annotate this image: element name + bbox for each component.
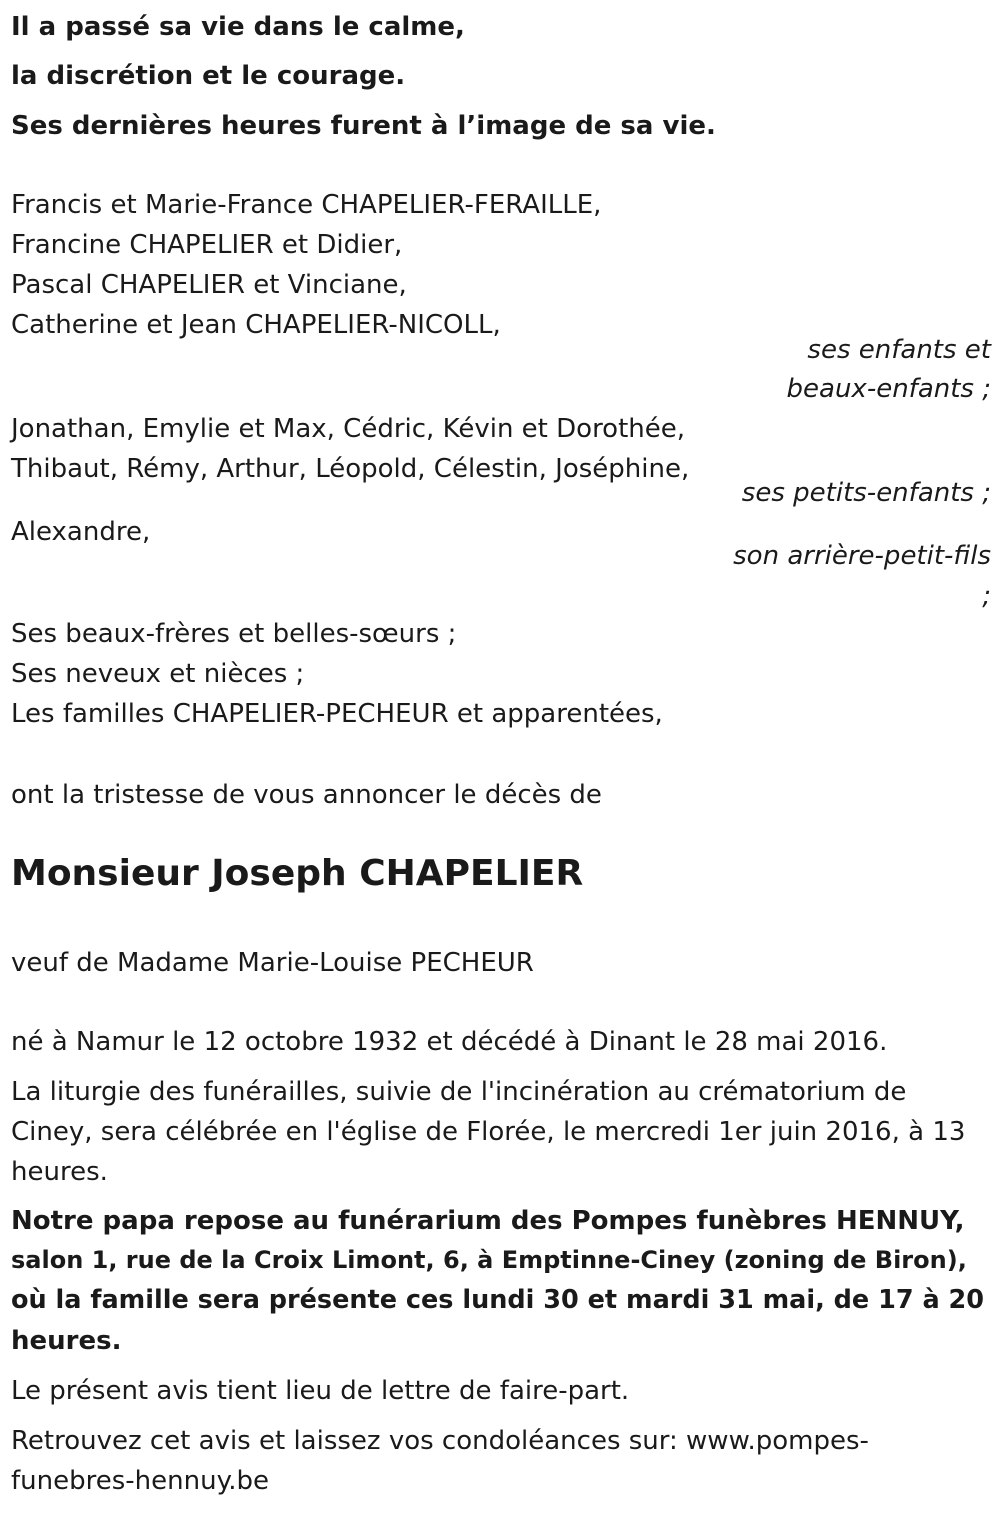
announcement: ont la tristesse de vous annoncer le décès de bbox=[11, 780, 602, 810]
widower-of: veuf de Madame Marie-Louise PECHEUR bbox=[11, 948, 534, 978]
liturgy-line-3: heures. bbox=[11, 1157, 108, 1187]
children-role-line-1: ses enfants et bbox=[807, 335, 991, 365]
condolences-line-2: funebres-hennuy.be bbox=[11, 1466, 270, 1496]
liturgy-line-2: Ciney, sera célébrée en l'église de Florée, le mercredi 1er juin 2016, à 13 bbox=[11, 1117, 966, 1147]
liturgy-line-1: La liturgie des funérailles, suivie de l'incinération au crématorium de bbox=[11, 1077, 907, 1107]
visitation-line-4: heures. bbox=[11, 1326, 122, 1356]
condolences-line-1: Retrouvez cet avis et laissez vos condoléances sur: www.pompes- bbox=[11, 1426, 869, 1456]
notice: Le présent avis tient lieu de lettre de faire-part. bbox=[11, 1376, 630, 1406]
visitation-line-3: où la famille sera présente ces lundi 30 et mardi 31 mai, de 17 à 20 bbox=[11, 1285, 985, 1315]
visitation-line-1: Notre papa repose au funérarium des Pompes funèbres HENNUY, bbox=[11, 1206, 965, 1236]
others-line-3: Les familles CHAPELIER-PECHEUR et apparentées, bbox=[11, 699, 663, 729]
others-line-1: Ses beaux-frères et belles-sœurs ; bbox=[11, 619, 457, 649]
others-line-2: Ses neveux et nièces ; bbox=[11, 659, 305, 689]
grandchildren-line-2: Thibaut, Rémy, Arthur, Léopold, Célestin, Joséphine, bbox=[11, 454, 690, 484]
children-line-2: Francine CHAPELIER et Didier, bbox=[11, 230, 403, 260]
children-line-4: Catherine et Jean CHAPELIER-NICOLL, bbox=[11, 310, 501, 340]
grandchildren-role: ses petits-enfants ; bbox=[741, 478, 991, 508]
children-role-line-2: beaux-enfants ; bbox=[786, 374, 991, 404]
birth-death: né à Namur le 12 octobre 1932 et décédé à Dinant le 28 mai 2016. bbox=[11, 1027, 888, 1057]
great-grandchild-role-line-1: son arrière-petit-fils bbox=[733, 541, 991, 571]
grandchildren-line-1: Jonathan, Emylie et Max, Cédric, Kévin et Dorothée, bbox=[11, 414, 686, 444]
great-grandchild: Alexandre, bbox=[11, 517, 151, 547]
visitation-line-2: salon 1, rue de la Croix Limont, 6, à Emptinne-Ciney (zoning de Biron), bbox=[11, 1246, 967, 1274]
motto-line-1: Il a passé sa vie dans le calme, bbox=[11, 12, 465, 42]
great-grandchild-role-line-2: ; bbox=[982, 581, 991, 611]
motto-line-2: la discrétion et le courage. bbox=[11, 61, 406, 91]
children-line-3: Pascal CHAPELIER et Vinciane, bbox=[11, 270, 407, 300]
children-line-1: Francis et Marie-France CHAPELIER-FERAILLE, bbox=[11, 190, 602, 220]
deceased-name: Monsieur Joseph CHAPELIER bbox=[11, 853, 584, 894]
motto-line-3: Ses dernières heures furent à l’image de sa vie. bbox=[11, 111, 716, 141]
